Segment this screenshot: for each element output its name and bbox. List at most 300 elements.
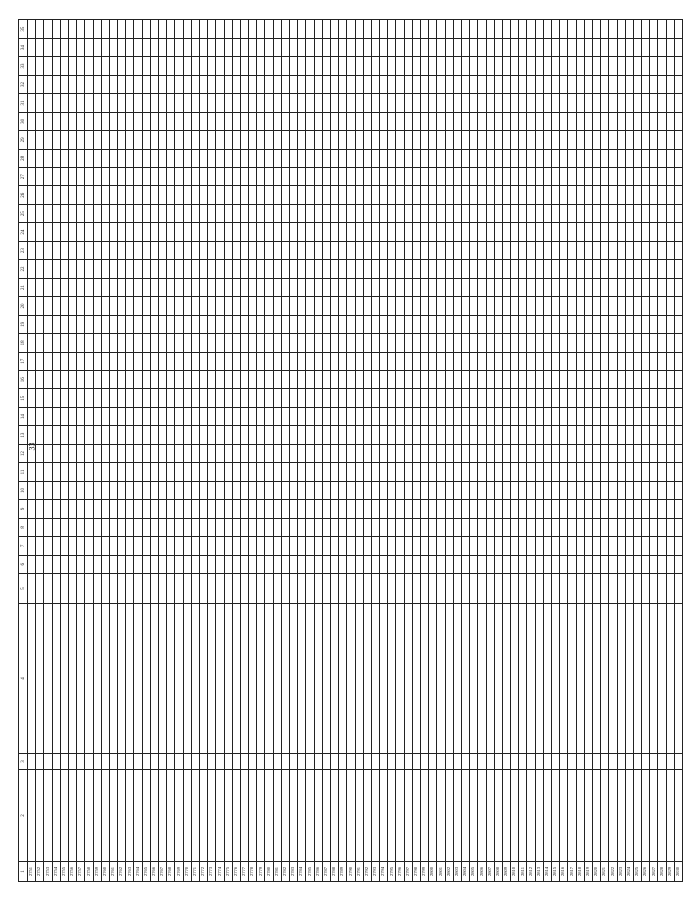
table-cell (224, 186, 232, 204)
table-cell (421, 481, 429, 499)
table-row (216, 20, 224, 882)
table-cell (314, 481, 322, 499)
table-cell (339, 574, 347, 604)
table-cell (85, 334, 93, 352)
table-cell (28, 389, 36, 407)
table-cell (101, 20, 109, 38)
table-cell (52, 604, 60, 754)
table-cell (486, 574, 494, 604)
table-cell (257, 278, 265, 296)
table-cell (412, 500, 420, 518)
table-cell (552, 297, 560, 315)
table-row (240, 20, 248, 882)
table-cell (167, 444, 175, 462)
table-cell (339, 604, 347, 754)
table-cell (421, 334, 429, 352)
table-cell (535, 94, 543, 112)
table-cell (339, 371, 347, 389)
table-cell (52, 371, 60, 389)
table-cell (642, 481, 650, 499)
table-cell (543, 481, 551, 499)
table-row (412, 20, 420, 882)
table-cell (396, 463, 404, 481)
table-cell (322, 444, 330, 462)
table-row (617, 20, 625, 882)
table-cell (109, 168, 117, 186)
table-cell (118, 315, 126, 333)
table-cell (502, 518, 510, 536)
table-cell: 2809 (502, 862, 510, 882)
table-cell (650, 186, 658, 204)
table-row (142, 20, 150, 882)
table-cell (617, 315, 625, 333)
table-cell (134, 57, 142, 75)
table-cell (552, 518, 560, 536)
table-cell (601, 204, 609, 222)
table-cell (273, 537, 281, 555)
table-cell (183, 407, 191, 425)
table-cell (167, 38, 175, 56)
table-cell (85, 204, 93, 222)
table-cell (68, 204, 76, 222)
table-cell (380, 444, 388, 462)
table-cell (175, 389, 183, 407)
table-cell (232, 754, 240, 770)
table-cell (199, 389, 207, 407)
table-cell (658, 57, 666, 75)
table-cell (429, 407, 437, 425)
table-cell (601, 574, 609, 604)
table-cell (109, 334, 117, 352)
table-cell (142, 352, 150, 370)
table-cell (437, 149, 445, 167)
table-cell (527, 315, 535, 333)
table-cell (568, 500, 576, 518)
table-cell (486, 463, 494, 481)
table-cell: 2811 (519, 862, 527, 882)
table-cell (249, 444, 257, 462)
table-cell (633, 94, 641, 112)
table-cell (68, 131, 76, 149)
table-cell (109, 481, 117, 499)
table-cell (306, 463, 314, 481)
table-cell: 2818 (576, 862, 584, 882)
table-cell (478, 389, 486, 407)
table-cell (617, 149, 625, 167)
table-cell (568, 131, 576, 149)
table-cell (363, 426, 371, 444)
table-cell (330, 241, 338, 259)
table-cell (421, 57, 429, 75)
table-cell (592, 604, 600, 754)
table-cell (265, 75, 273, 93)
table-cell (470, 426, 478, 444)
table-cell (363, 537, 371, 555)
table-cell (388, 407, 396, 425)
table-cell (658, 754, 666, 770)
table-cell (371, 770, 379, 862)
table-cell (429, 75, 437, 93)
table-cell (601, 168, 609, 186)
table-cell (650, 168, 658, 186)
table-cell (60, 334, 68, 352)
table-cell (126, 574, 134, 604)
table-cell (601, 481, 609, 499)
table-cell (445, 481, 453, 499)
table-cell (380, 463, 388, 481)
table-cell (191, 352, 199, 370)
table-cell (568, 604, 576, 754)
table-cell (314, 278, 322, 296)
table-cell (494, 278, 502, 296)
table-cell (642, 57, 650, 75)
table-cell (290, 555, 298, 573)
table-cell (273, 38, 281, 56)
table-cell (404, 500, 412, 518)
table-cell (142, 204, 150, 222)
table-cell (240, 131, 248, 149)
table-cell (412, 352, 420, 370)
table-cell (265, 481, 273, 499)
table-cell (642, 371, 650, 389)
table-cell (232, 297, 240, 315)
table-cell (134, 500, 142, 518)
table-cell (208, 223, 216, 241)
table-cell (77, 407, 85, 425)
table-cell (642, 241, 650, 259)
table-cell (290, 204, 298, 222)
table-cell (535, 223, 543, 241)
table-cell (568, 112, 576, 130)
table-cell (601, 352, 609, 370)
table-cell (429, 371, 437, 389)
table-cell (502, 754, 510, 770)
table-wrap (18, 20, 681, 882)
table-cell (437, 537, 445, 555)
table-cell (44, 444, 52, 462)
table-cell (388, 38, 396, 56)
table-cell (650, 371, 658, 389)
table-cell (118, 241, 126, 259)
table-cell (322, 38, 330, 56)
table-cell (232, 186, 240, 204)
table-cell (240, 278, 248, 296)
table-cell (445, 297, 453, 315)
table-cell (330, 131, 338, 149)
table-cell: 2756 (68, 862, 76, 882)
table-cell (175, 241, 183, 259)
table-cell (527, 223, 535, 241)
table-cell (494, 112, 502, 130)
table-cell (240, 20, 248, 38)
table-cell (478, 94, 486, 112)
table-cell (191, 407, 199, 425)
table-cell (380, 334, 388, 352)
table-cell (552, 149, 560, 167)
table-cell (118, 518, 126, 536)
table-cell (44, 352, 52, 370)
table-cell (93, 371, 101, 389)
table-cell (175, 278, 183, 296)
table-cell (617, 57, 625, 75)
column-number: 15 (19, 389, 28, 407)
table-cell (101, 112, 109, 130)
table-cell (584, 426, 592, 444)
table-cell (199, 444, 207, 462)
column-number: 8 (19, 518, 28, 536)
table-row (101, 20, 109, 882)
table-cell (527, 500, 535, 518)
table-cell (77, 20, 85, 38)
table-cell (617, 754, 625, 770)
table-cell (633, 444, 641, 462)
table-cell (298, 241, 306, 259)
table-cell (592, 463, 600, 481)
table-row (543, 20, 551, 882)
table-cell (224, 426, 232, 444)
table-cell (183, 260, 191, 278)
table-cell (339, 112, 347, 130)
table-cell (535, 537, 543, 555)
table-cell (249, 518, 257, 536)
table-cell (453, 444, 461, 462)
table-cell (159, 57, 167, 75)
table-cell (159, 481, 167, 499)
table-cell (584, 131, 592, 149)
table-cell (93, 574, 101, 604)
table-cell (224, 204, 232, 222)
table-cell (502, 20, 510, 38)
table-cell (199, 94, 207, 112)
table-cell (494, 574, 502, 604)
table-cell (461, 389, 469, 407)
column-number: 13 (19, 426, 28, 444)
table-cell (584, 112, 592, 130)
table-cell (191, 57, 199, 75)
table-cell (167, 463, 175, 481)
table-cell (478, 407, 486, 425)
table-cell (249, 574, 257, 604)
table-cell (191, 186, 199, 204)
table-cell (93, 389, 101, 407)
table-cell (543, 500, 551, 518)
table-cell (371, 463, 379, 481)
table-cell (249, 463, 257, 481)
table-cell (183, 204, 191, 222)
table-cell (461, 444, 469, 462)
table-cell (568, 426, 576, 444)
table-cell (478, 604, 486, 754)
table-cell (347, 371, 355, 389)
table-cell (298, 186, 306, 204)
table-cell (68, 334, 76, 352)
table-cell (633, 223, 641, 241)
table-cell (404, 770, 412, 862)
table-row (461, 20, 469, 882)
table-cell (232, 537, 240, 555)
table-cell (44, 112, 52, 130)
table-cell (396, 426, 404, 444)
table-cell (519, 260, 527, 278)
table-cell (44, 223, 52, 241)
table-cell (314, 315, 322, 333)
table-cell (568, 518, 576, 536)
table-cell (568, 168, 576, 186)
table-cell (347, 204, 355, 222)
table-cell (93, 112, 101, 130)
table-cell (674, 20, 682, 38)
table-cell (527, 481, 535, 499)
table-cell (126, 481, 134, 499)
table-cell (552, 94, 560, 112)
table-cell (167, 500, 175, 518)
table-cell (576, 463, 584, 481)
table-cell (592, 57, 600, 75)
table-cell (68, 770, 76, 862)
table-cell (101, 481, 109, 499)
table-cell (339, 426, 347, 444)
table-cell (380, 371, 388, 389)
table-cell (560, 131, 568, 149)
table-cell (363, 297, 371, 315)
table-cell (28, 352, 36, 370)
table-cell (44, 131, 52, 149)
table-cell (142, 241, 150, 259)
table-cell (150, 604, 158, 754)
table-cell (642, 334, 650, 352)
table-cell (216, 241, 224, 259)
table-cell (421, 186, 429, 204)
table-cell (461, 315, 469, 333)
table-cell (93, 186, 101, 204)
table-cell (404, 426, 412, 444)
table-cell (388, 389, 396, 407)
table-cell (142, 297, 150, 315)
table-cell (609, 57, 617, 75)
table-cell (159, 444, 167, 462)
table-cell (396, 223, 404, 241)
table-cell (273, 555, 281, 573)
table-cell (658, 389, 666, 407)
table-cell (617, 500, 625, 518)
table-cell (519, 278, 527, 296)
column-number: 9 (19, 500, 28, 518)
table-cell (150, 389, 158, 407)
table-cell (126, 278, 134, 296)
table-cell (363, 204, 371, 222)
table-cell (60, 75, 68, 93)
table-cell (478, 131, 486, 149)
table-cell (396, 518, 404, 536)
table-cell (249, 186, 257, 204)
table-cell (199, 149, 207, 167)
table-cell (314, 500, 322, 518)
table-cell (519, 38, 527, 56)
table-cell (412, 463, 420, 481)
table-cell (118, 481, 126, 499)
table-cell (314, 223, 322, 241)
table-cell (134, 204, 142, 222)
table-cell (134, 518, 142, 536)
table-cell (93, 604, 101, 754)
table-cell (265, 407, 273, 425)
table-cell (592, 426, 600, 444)
table-cell (576, 389, 584, 407)
table-cell (502, 204, 510, 222)
table-cell (28, 94, 36, 112)
table-cell (650, 481, 658, 499)
table-cell (118, 75, 126, 93)
table-row (306, 20, 314, 882)
table-cell (363, 149, 371, 167)
table-cell (224, 518, 232, 536)
table-cell (592, 38, 600, 56)
table-cell (85, 389, 93, 407)
table-cell (257, 57, 265, 75)
table-cell (494, 389, 502, 407)
table-cell (535, 20, 543, 38)
table-cell (412, 297, 420, 315)
table-cell (445, 315, 453, 333)
table-row (265, 20, 273, 882)
table-cell (543, 149, 551, 167)
table-cell (625, 241, 633, 259)
table-cell (666, 186, 674, 204)
table-cell (240, 186, 248, 204)
table-cell (560, 38, 568, 56)
table-cell (404, 555, 412, 573)
table-cell (339, 334, 347, 352)
table-cell (44, 389, 52, 407)
table-cell (658, 223, 666, 241)
table-cell (494, 168, 502, 186)
table-cell (519, 500, 527, 518)
table-cell (453, 537, 461, 555)
table-cell (60, 555, 68, 573)
table-cell (44, 463, 52, 481)
table-cell (159, 518, 167, 536)
table-cell (486, 186, 494, 204)
table-cell (93, 75, 101, 93)
table-cell (199, 426, 207, 444)
table-cell (453, 315, 461, 333)
table-cell (478, 463, 486, 481)
table-cell (199, 518, 207, 536)
table-cell (601, 463, 609, 481)
table-cell (93, 463, 101, 481)
table-cell (199, 407, 207, 425)
table-cell (617, 94, 625, 112)
table-cell (167, 149, 175, 167)
table-cell (560, 371, 568, 389)
table-cell (109, 204, 117, 222)
table-cell (666, 754, 674, 770)
table-cell (85, 260, 93, 278)
table-row (478, 20, 486, 882)
table-cell (322, 770, 330, 862)
table-cell (199, 500, 207, 518)
table-cell: 2783 (290, 862, 298, 882)
table-cell (93, 315, 101, 333)
table-cell (429, 444, 437, 462)
table-cell (478, 444, 486, 462)
table-cell (167, 555, 175, 573)
table-cell (142, 770, 150, 862)
table-cell (666, 426, 674, 444)
table-cell (429, 278, 437, 296)
table-cell (470, 297, 478, 315)
table-cell (60, 770, 68, 862)
